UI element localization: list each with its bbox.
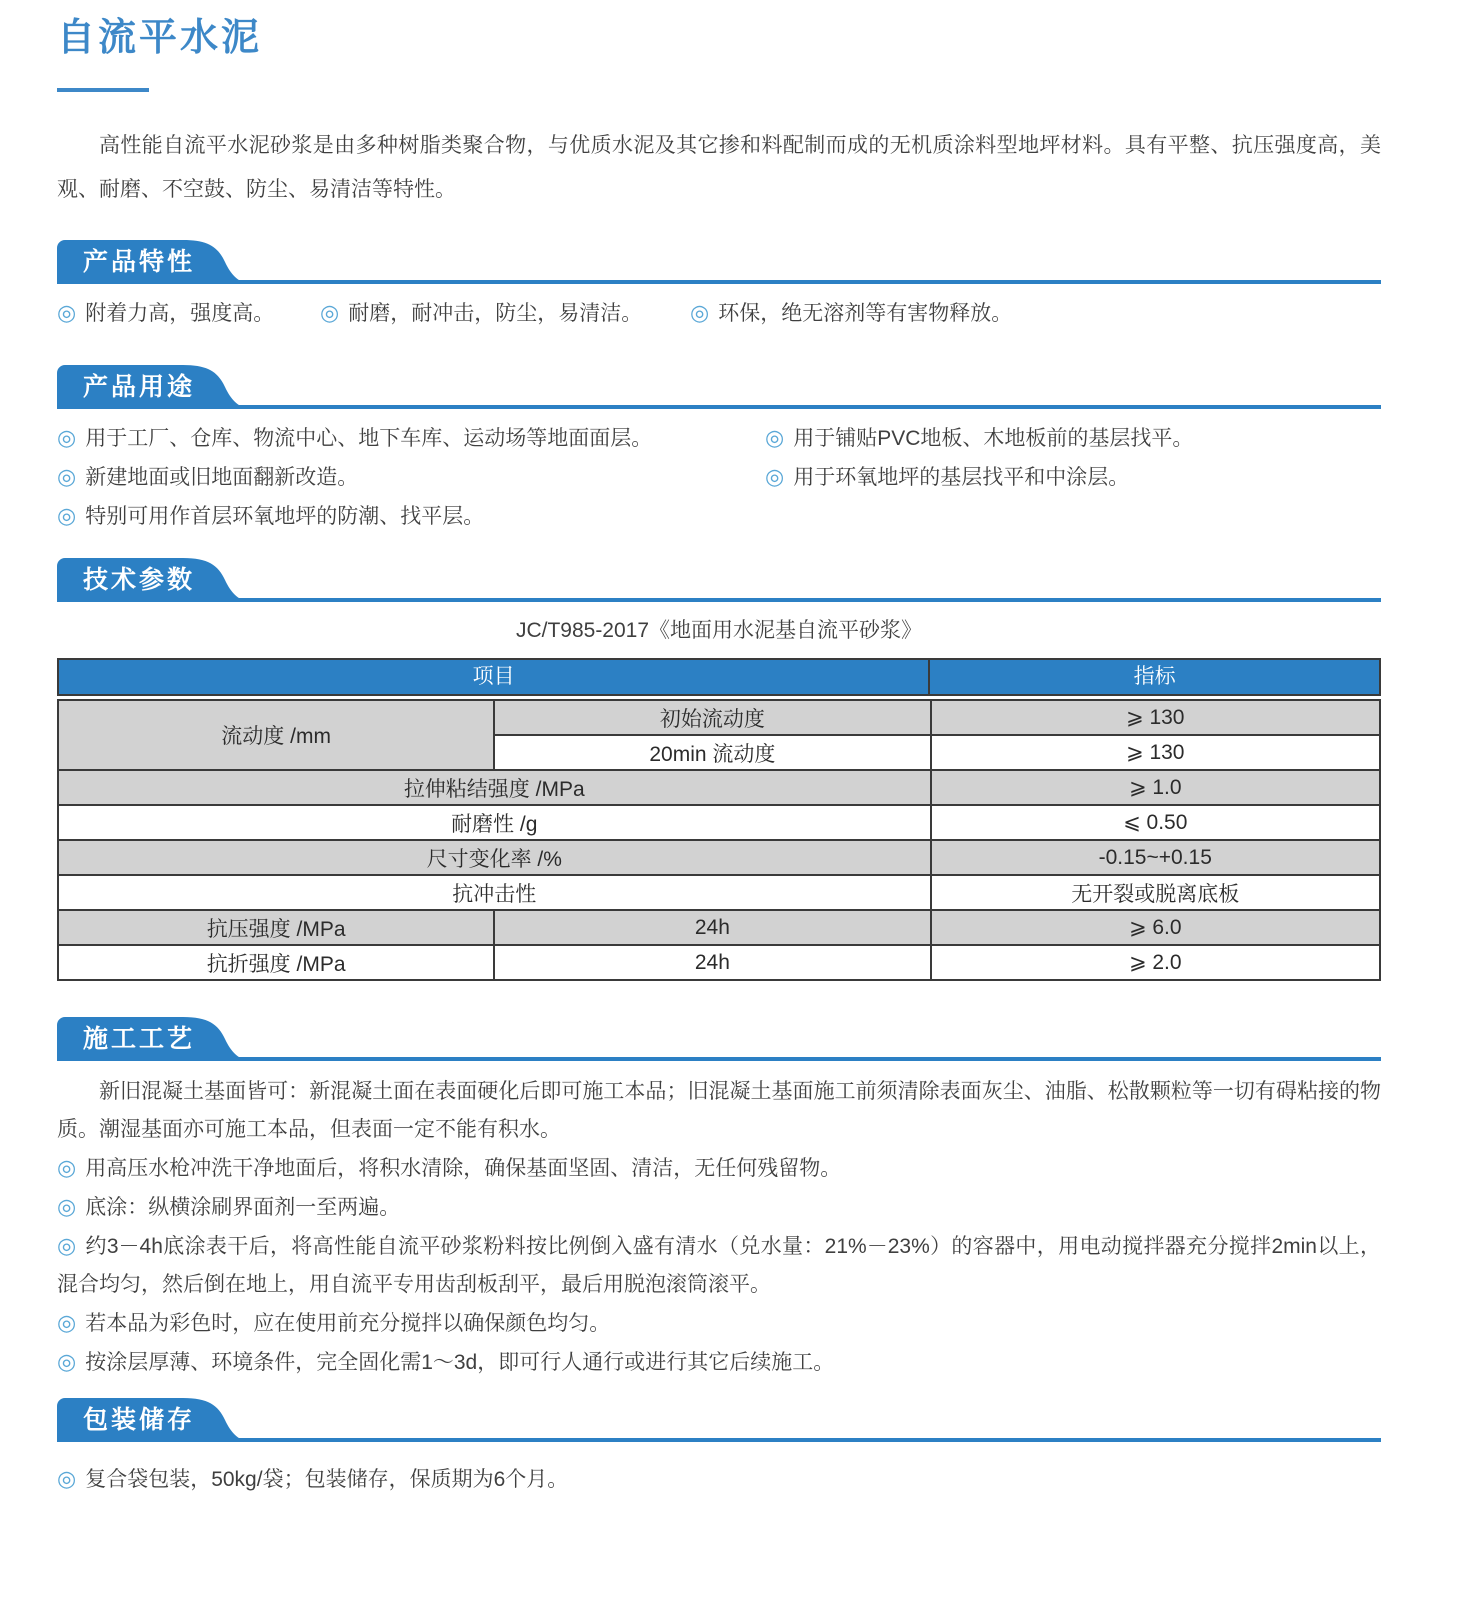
section-tab bbox=[57, 1017, 247, 1061]
section-tab bbox=[57, 1398, 247, 1442]
spec-table-cell: ⩾ 6.0 bbox=[931, 910, 1381, 945]
section-heading-packaging: 包装储存 bbox=[82, 1406, 195, 1434]
double-circle-bullet-icon: ◎ bbox=[57, 1349, 77, 1374]
bullet-text: 特别可用作首层环氧地坪的防潮、找平层。 bbox=[85, 505, 485, 528]
bullet-item bbox=[57, 1227, 1381, 1304]
uses-right-column bbox=[765, 419, 1381, 536]
double-circle-bullet-icon: ◎ bbox=[765, 464, 785, 489]
spec-table-cell: 流动度 /mm bbox=[58, 700, 494, 770]
bullet-item bbox=[57, 294, 320, 333]
bullet-text: 新建地面或旧地面翻新改造。 bbox=[85, 466, 359, 489]
spec-table-cell: 抗压强度 /MPa bbox=[58, 910, 494, 945]
spec-table-header-index: 指标 bbox=[1133, 665, 1176, 688]
spec-table bbox=[57, 699, 1381, 981]
double-circle-bullet-icon: ◎ bbox=[57, 1194, 77, 1219]
section-heading-features: 产品特性 bbox=[82, 248, 195, 276]
section-tab bbox=[57, 558, 247, 602]
section-underline-rule bbox=[57, 1057, 1381, 1061]
spec-standard-caption: JC/T985-2017《地面用水泥基自流平砂浆》 bbox=[515, 619, 923, 642]
bullet-text: 按涂层厚薄、环境条件，完全固化需1～3d，即可行人通行或进行其它后续施工。 bbox=[85, 1351, 835, 1374]
double-circle-bullet-icon: ◎ bbox=[57, 300, 77, 325]
section-underline-rule bbox=[57, 280, 1381, 284]
spec-table-cell: ⩾ 130 bbox=[931, 700, 1381, 735]
bullet-text: 环保，绝无溶剂等有害物释放。 bbox=[718, 302, 1013, 325]
section-underline-rule bbox=[57, 1438, 1381, 1442]
bullet-item bbox=[320, 294, 690, 333]
bullet-text: 底涂：纵横涂刷界面剂一至两遍。 bbox=[85, 1196, 401, 1219]
section-header-packaging bbox=[57, 1398, 1381, 1442]
section-header-specs bbox=[57, 558, 1381, 602]
spec-table-row bbox=[58, 910, 1380, 945]
double-circle-bullet-icon: ◎ bbox=[320, 300, 340, 325]
section-tab bbox=[57, 240, 247, 284]
page-title: 自流平水泥 bbox=[57, 17, 263, 59]
section-header-features bbox=[57, 240, 1381, 284]
bullet-text: 若本品为彩色时，应在使用前充分搅拌以确保颜色均匀。 bbox=[85, 1312, 611, 1335]
section-heading-uses: 产品用途 bbox=[82, 373, 195, 401]
spec-table-row bbox=[58, 700, 1380, 735]
spec-table-cell: ⩾ 130 bbox=[931, 735, 1381, 770]
bullet-text: 用于工厂、仓库、物流中心、地下车库、运动场等地面面层。 bbox=[85, 427, 653, 450]
double-circle-bullet-icon: ◎ bbox=[765, 425, 785, 450]
spec-table-cell: ⩾ 2.0 bbox=[931, 945, 1381, 980]
uses-left-column bbox=[57, 419, 765, 536]
bullet-item bbox=[57, 1188, 1381, 1227]
spec-table-cell: -0.15~+0.15 bbox=[931, 840, 1381, 875]
spec-table-cell: 尺寸变化率 /% bbox=[58, 840, 931, 875]
uses-columns bbox=[57, 419, 1381, 536]
section-header-uses bbox=[57, 365, 1381, 409]
spec-table-header-item: 项目 bbox=[59, 660, 930, 694]
bullet-text: 用于环氧地坪的基层找平和中涂层。 bbox=[793, 466, 1130, 489]
spec-table-cell: ⩾ 1.0 bbox=[931, 770, 1381, 805]
section-underline-rule bbox=[57, 598, 1381, 602]
spec-table-row bbox=[58, 770, 1380, 805]
double-circle-bullet-icon: ◎ bbox=[57, 425, 77, 450]
section-header-process bbox=[57, 1017, 1381, 1061]
spec-table-cell: 耐磨性 /g bbox=[58, 805, 931, 840]
process-steps-list bbox=[57, 1149, 1381, 1382]
bullet-text: 约3－4h底涂表干后，将高性能自流平砂浆粉料按比例倒入盛有清水（兑水量：21%－23%）的容器中，用电动搅拌器充分搅拌2min以上，混合均匀，然后倒在地上，用自流平专用齿刮板刮平，最后用脱泡滚筒滚平。 bbox=[57, 1235, 1381, 1296]
spec-table-cell: 24h bbox=[494, 910, 930, 945]
double-circle-bullet-icon: ◎ bbox=[57, 1233, 77, 1258]
spec-table-cell: 初始流动度 bbox=[494, 700, 930, 735]
bullet-item bbox=[57, 1460, 1381, 1499]
bullet-text: 耐磨，耐冲击，防尘，易清洁。 bbox=[348, 302, 643, 325]
bullet-text: 用高压水枪冲洗干净地面后，将积水清除，确保基面坚固、清洁，无任何残留物。 bbox=[85, 1157, 842, 1180]
spec-table-cell: 无开裂或脱离底板 bbox=[931, 875, 1381, 910]
bullet-item bbox=[57, 419, 765, 458]
spec-table-cell: 20min 流动度 bbox=[494, 735, 930, 770]
section-heading-specs: 技术参数 bbox=[82, 566, 195, 594]
bullet-item bbox=[57, 497, 765, 536]
intro-paragraph: 高性能自流平水泥砂浆是由多种树脂类聚合物，与优质水泥及其它掺和料配制而成的无机质涂料型地坪材料。具有平整、抗压强度高，美观、耐磨、不空鼓、防尘、易清洁等特性。 bbox=[57, 134, 1381, 201]
bullet-item bbox=[765, 458, 1381, 497]
spec-table-row bbox=[58, 945, 1380, 980]
process-intro-paragraph: 新旧混凝土基面皆可：新混凝土面在表面硬化后即可施工本品；旧混凝土基面施工前须清除表面灰尘、油脂、松散颗粒等一切有碍粘接的物质。潮湿基面亦可施工本品，但表面一定不能有积水。 bbox=[57, 1080, 1381, 1141]
double-circle-bullet-icon: ◎ bbox=[690, 300, 710, 325]
spec-table-header bbox=[57, 658, 1381, 696]
spec-table-cell: 抗冲击性 bbox=[58, 875, 931, 910]
spec-table-row bbox=[58, 840, 1380, 875]
double-circle-bullet-icon: ◎ bbox=[57, 1310, 77, 1335]
bullet-item bbox=[690, 294, 1012, 333]
spec-table-row bbox=[58, 805, 1380, 840]
spec-table-body bbox=[58, 700, 1380, 980]
bullet-item bbox=[57, 458, 765, 497]
section-tab bbox=[57, 365, 247, 409]
bullet-text: 用于铺贴PVC地板、木地板前的基层找平。 bbox=[793, 427, 1194, 450]
bullet-item bbox=[57, 1343, 1381, 1382]
spec-table-cell: ⩽ 0.50 bbox=[931, 805, 1381, 840]
double-circle-bullet-icon: ◎ bbox=[57, 1155, 77, 1180]
spec-table-cell: 抗折强度 /MPa bbox=[58, 945, 494, 980]
double-circle-bullet-icon: ◎ bbox=[57, 503, 77, 528]
spec-table-cell: 24h bbox=[494, 945, 930, 980]
bullet-item bbox=[57, 1149, 1381, 1188]
spec-table-cell: 拉伸粘结强度 /MPa bbox=[58, 770, 931, 805]
double-circle-bullet-icon: ◎ bbox=[57, 464, 77, 489]
bullet-text: 附着力高，强度高。 bbox=[85, 302, 275, 325]
title-underline-rule bbox=[57, 88, 149, 92]
bullet-item bbox=[765, 419, 1381, 458]
double-circle-bullet-icon: ◎ bbox=[57, 1466, 77, 1491]
bullet-text: 复合袋包装，50kg/袋；包装储存，保质期为6个月。 bbox=[85, 1468, 569, 1491]
section-underline-rule bbox=[57, 405, 1381, 409]
bullet-item bbox=[57, 1304, 1381, 1343]
section-heading-process: 施工工艺 bbox=[82, 1025, 195, 1053]
packaging-list bbox=[57, 1460, 1381, 1499]
spec-table-row bbox=[58, 875, 1380, 910]
features-list bbox=[57, 294, 1381, 333]
